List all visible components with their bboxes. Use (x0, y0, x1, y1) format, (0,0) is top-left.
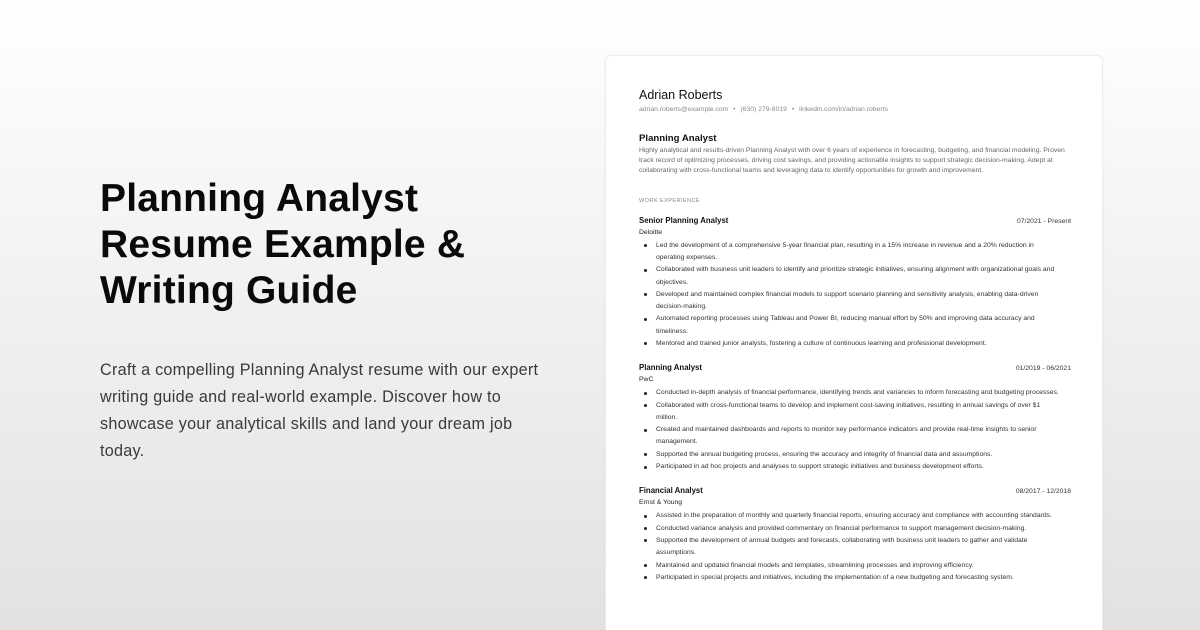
job-bullets (639, 510, 1059, 584)
job-bullet: Participated in ad hoc projects and analyses to support strategic initiatives and business development efforts. (639, 461, 1059, 473)
job-title: Senior Planning Analyst (639, 215, 729, 225)
job-entry (639, 363, 1069, 473)
job-bullet: Collaborated with cross-functional teams to develop and implement cost-saving initiatives, resulting in annual savings of over $1 million. (639, 400, 1059, 425)
job-bullet: Participated in special projects and initiatives, including the implementation of a new budgeting and forecasting system. (639, 572, 1059, 584)
job-bullets (639, 240, 1059, 351)
job-title: Financial Analyst (639, 486, 703, 496)
job-dates: 07/2021 - Present (1016, 217, 1071, 225)
job-bullet: Supported the annual budgeting process, ensuring the accuracy and integrity of financial data and assumptions. (639, 449, 1059, 461)
job-company: Ernst & Young (639, 499, 683, 507)
job-bullet: Conducted in-depth analysis of financial performance, identifying trends and variances to inform forecasting and budgeting processes. (639, 387, 1059, 399)
page-title (100, 176, 570, 314)
resume-linkedin: linkedin.com/in/adrian.roberts (799, 106, 888, 113)
job-header (639, 216, 1071, 227)
job-entry (639, 486, 1069, 584)
resume-phone: (630) 279-8019 (740, 106, 787, 113)
resume-name: Adrian Roberts (639, 88, 723, 102)
job-bullets (639, 387, 1059, 473)
job-bullet: Led the development of a comprehensive 5-year financial plan, resulting in a 15% increase in revenue and a 20% reduction in operating expenses. (639, 240, 1059, 265)
resume-summary: Highly analytical and results-driven Planning Analyst with over 6 years of experience in forecasting, budgeting, and financial modeling. Proven track record of optimizing processes, driving cost savings, and providing actionable insights to support strategic decision-making. Adept at collaborating with cross-functional teams and leveraging data to identify opportunities for growth and improvement. (639, 147, 1065, 175)
job-header (639, 486, 1071, 497)
job-bullet: Assisted in the preparation of monthly and quarterly financial reports, ensuring accuracy and compliance with accounting standards. (639, 510, 1059, 522)
job-bullet: Supported the development of annual budgets and forecasts, collaborating with business unit leaders to gather and validate assumptions. (639, 535, 1059, 560)
job-bullet: Conducted variance analysis and provided commentary on financial performance to support management decision-making. (639, 523, 1059, 535)
job-header (639, 363, 1071, 374)
page-title-line: Resume Example & (100, 223, 466, 266)
section-heading-work-experience: WORK EXPERIENCE (639, 197, 701, 204)
resume-email: adrian.roberts@example.com (639, 106, 729, 113)
separator-dot-icon: • (733, 106, 736, 113)
job-bullet: Collaborated with business unit leaders to identify and prioritize strategic initiatives, ensuring alignment with organizational goals and objectives. (639, 264, 1059, 289)
job-entry (639, 216, 1069, 351)
job-bullet: Developed and maintained complex financial models to support scenario planning and sensitivity analysis, enabling data-driven decision-making. (639, 289, 1059, 314)
hero-section (100, 176, 570, 465)
resume-job-title: Planning Analyst (639, 133, 717, 144)
job-bullet: Created and maintained dashboards and reports to monitor key performance indicators and provide real-time insights to senior management. (639, 424, 1059, 449)
job-bullet: Mentored and trained junior analysts, fostering a culture of continuous learning and professional development. (639, 338, 1059, 350)
separator-dot-icon: • (791, 106, 795, 113)
page-title-line: Writing Guide (100, 269, 358, 312)
job-company: Deloitte (639, 228, 663, 236)
job-dates: 01/2019 - 06/2021 (1015, 365, 1071, 373)
resume-preview-card (605, 55, 1103, 630)
job-bullet: Automated reporting processes using Tableau and Power BI, reducing manual effort by 50% and improving data accuracy and timeliness. (639, 313, 1059, 338)
job-dates: 08/2017 - 12/2018 (1015, 488, 1071, 496)
page-title-line: Planning Analyst (100, 177, 419, 220)
job-bullet: Maintained and updated financial models and templates, streamlining processes and improving efficiency. (639, 560, 1059, 572)
job-title: Planning Analyst (639, 363, 702, 373)
resume-contact-line (639, 105, 1069, 114)
page-description: Craft a compelling Planning Analyst resume with our expert writing guide and real-world example. Discover how to showcase your analytical skills and land your dream job today. (100, 361, 539, 460)
job-company: PwC (639, 376, 654, 384)
